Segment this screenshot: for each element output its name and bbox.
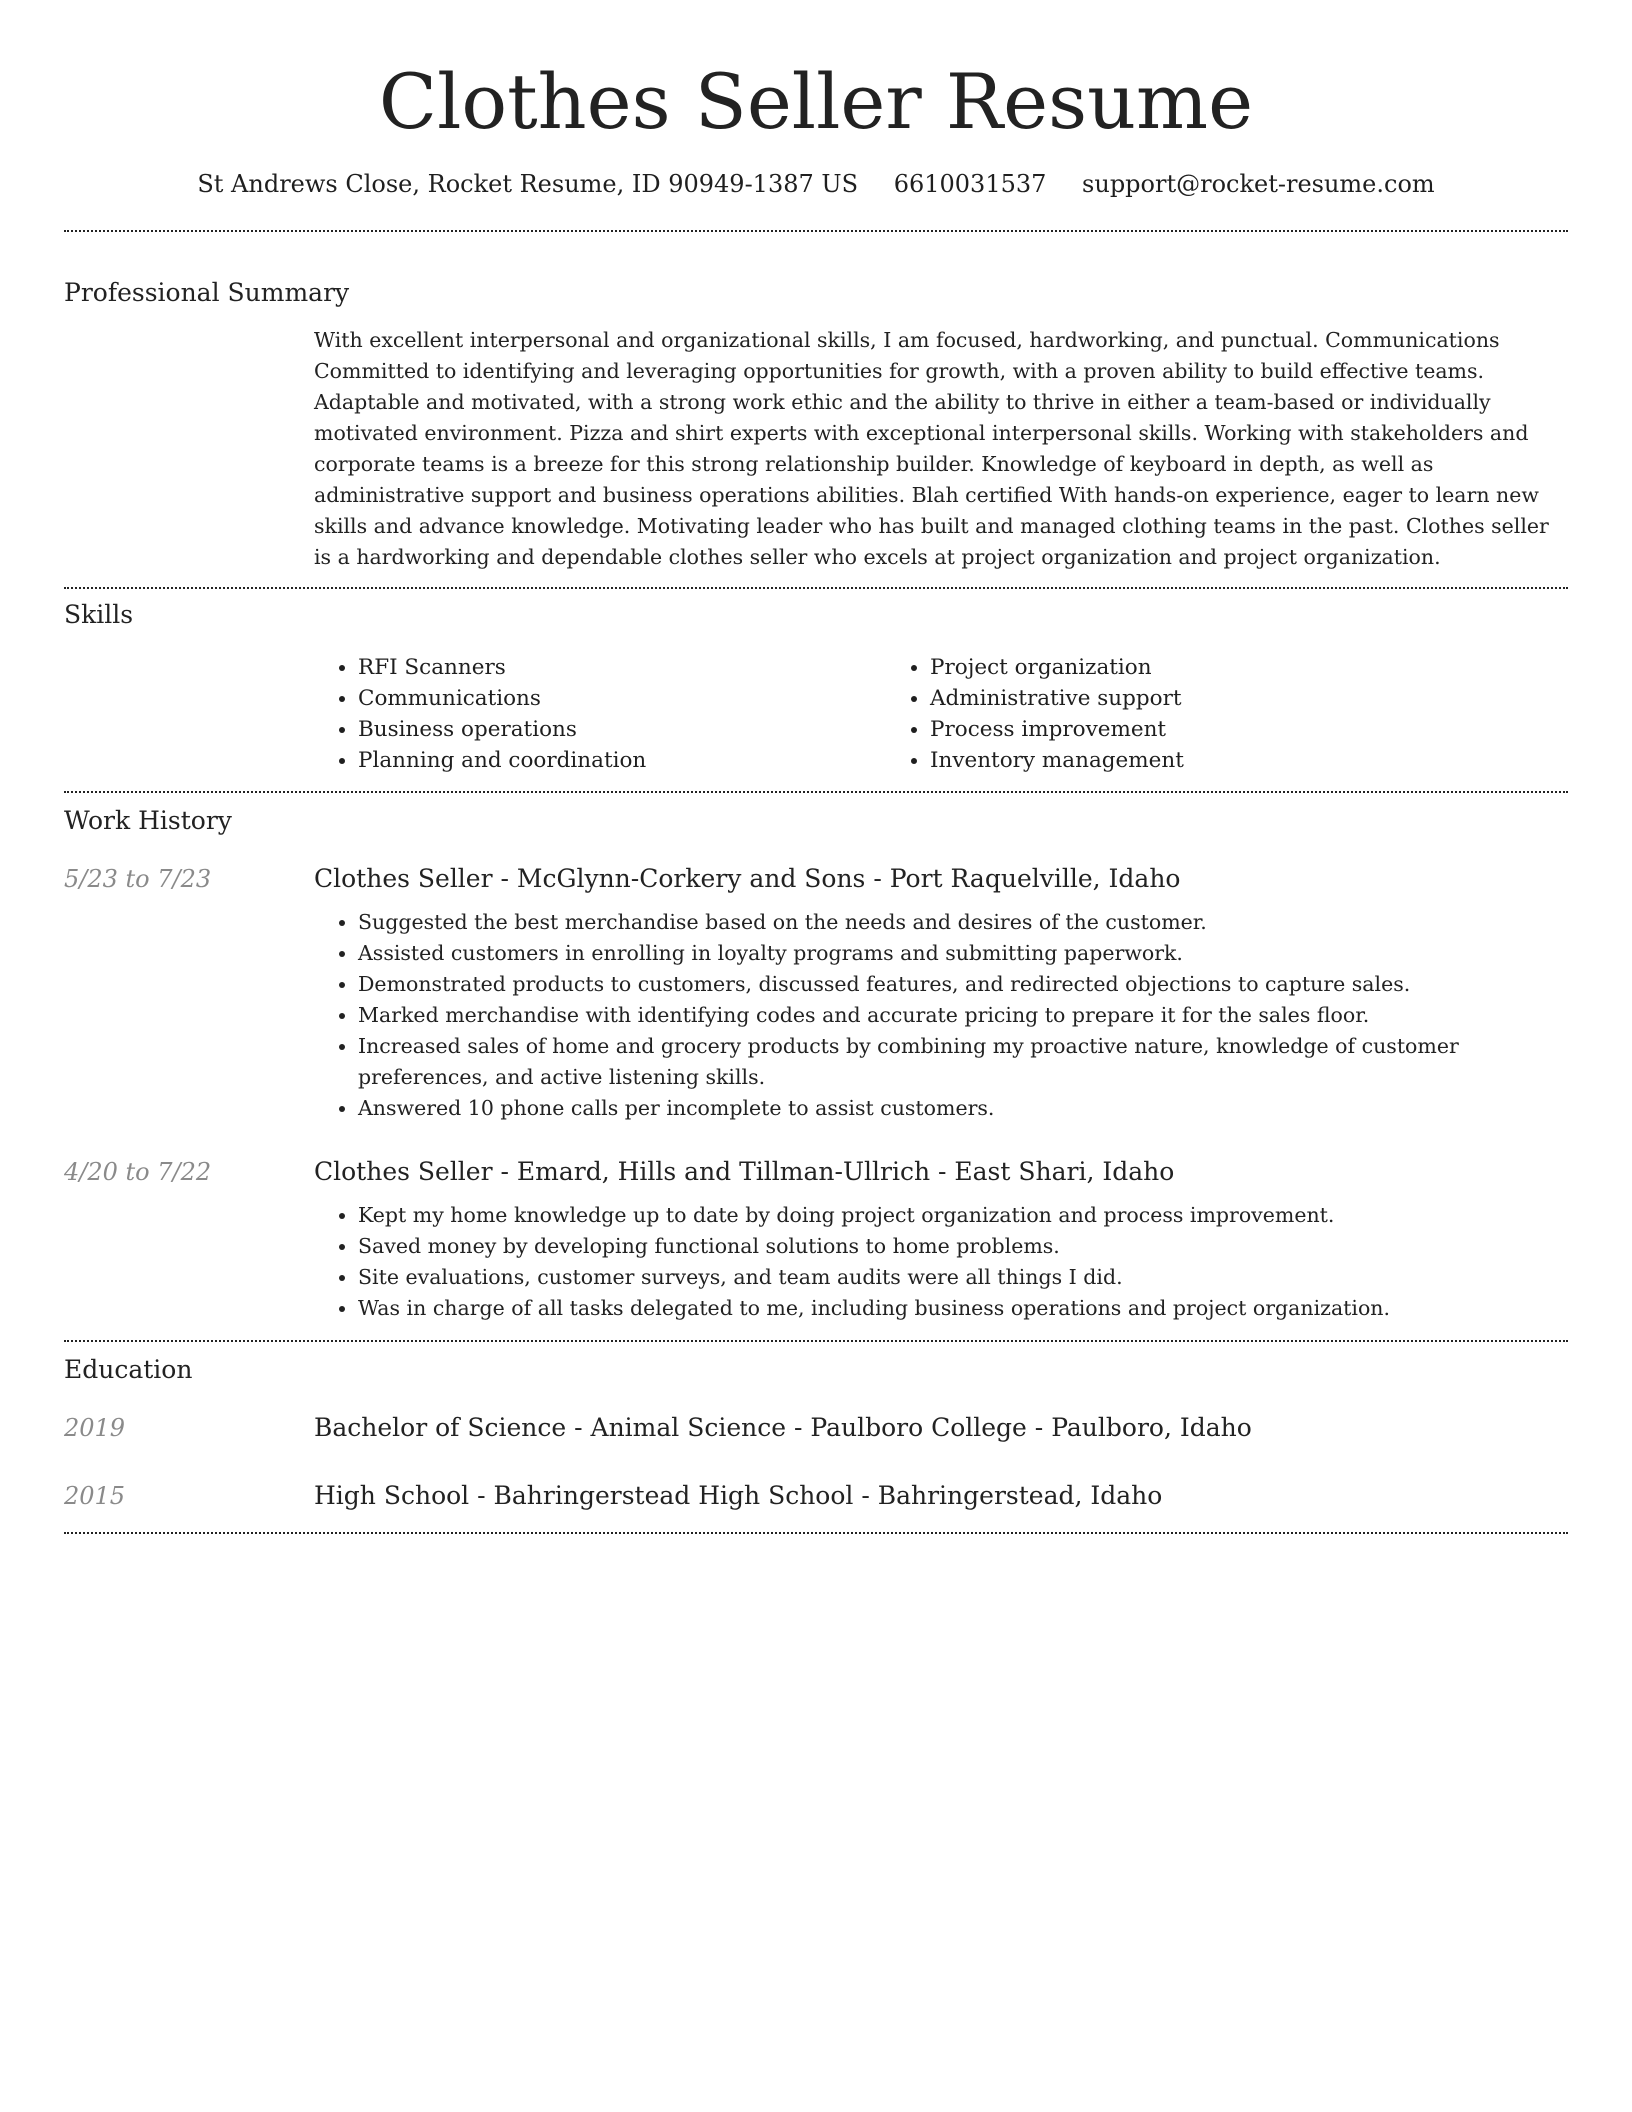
skills-list-left <box>314 652 886 776</box>
summary-text: With excellent interpersonal and organizational skills, I am focused, hardworking, and punctual. Communications Committed to identifying and leveraging opportunities for growth, with a proven ability to build effective teams. Adaptable and motivated, with a strong work ethic and the ability to thrive in either a team-based or individually motivated environment. Pizza and shirt experts with exceptional interpersonal skills. Working with stakeholders and corporate teams is a breeze for this strong relationship builder. Knowledge of keyboard in depth, as well as administrative support and business operations abilities. Blah certified With hands-on experience, eager to learn new skills and advance knowledge. Motivating leader who has built and managed clothing teams in the past. Clothes seller is a hardworking and dependable clothes seller who excels at project organization and project organization. <box>314 328 1549 569</box>
job-header <box>64 861 1568 897</box>
contact-line <box>64 166 1568 202</box>
job-bullet: • Kept my home knowledge up to date by doing project organization and process improvement. <box>358 1200 1568 1231</box>
education-divider <box>64 1532 1568 1534</box>
skill-item: • RFI Scanners <box>358 652 886 683</box>
summary-heading: Professional Summary <box>64 278 350 307</box>
skill-item: • Planning and coordination <box>358 745 886 776</box>
job-bullets <box>314 907 1568 1124</box>
education-year: 2015 <box>64 1482 126 1510</box>
skills-list-right <box>886 652 1512 776</box>
job-bullet: • Site evaluations, customer surveys, and team audits were all things I did. <box>358 1262 1568 1293</box>
work-history-section <box>64 803 1568 1324</box>
job-dates: 4/20 to 7/22 <box>64 1158 212 1186</box>
summary-section <box>64 275 1568 573</box>
job-bullet: • Demonstrated products to customers, discussed features, and redirected objections to capture sales. <box>358 969 1568 1000</box>
education-year: 2019 <box>64 1414 126 1442</box>
job-title: Clothes Seller - McGlynn-Corkery and Sons - Port Raquelville, Idaho <box>314 864 1181 893</box>
job-bullet: • Suggested the best merchandise based on the needs and desires of the customer. <box>358 907 1568 938</box>
job-bullet: • Answered 10 phone calls per incomplete to assist customers. <box>358 1093 1568 1124</box>
skills-divider <box>64 791 1568 793</box>
skills-heading: Skills <box>64 600 134 629</box>
education-section <box>64 1352 1568 1514</box>
skill-item: • Project organization <box>930 652 1512 683</box>
education-title: High School - Bahringerstead High School - Bahringerstead, Idaho <box>314 1481 1163 1510</box>
work-history-heading: Work History <box>64 806 232 835</box>
skills-grid <box>314 652 1568 776</box>
job-bullet: • Assisted customers in enrolling in loyalty programs and submitting paperwork. <box>358 938 1568 969</box>
summary-divider <box>64 587 1568 589</box>
skill-item: • Business operations <box>358 714 886 745</box>
skill-item: • Communications <box>358 683 886 714</box>
job-title: Clothes Seller - Emard, Hills and Tillman-Ullrich - East Shari, Idaho <box>314 1157 1175 1186</box>
skills-section <box>64 597 1568 776</box>
job-bullet: • Increased sales of home and grocery products by combining my proactive nature, knowledge of customer preferences, and active listening skills. <box>358 1031 1568 1093</box>
skill-item: • Process improvement <box>930 714 1512 745</box>
resume-page <box>64 0 1568 1534</box>
job-header <box>64 1154 1568 1190</box>
job-bullets <box>314 1200 1568 1324</box>
education-title: Bachelor of Science - Animal Science - Paulboro College - Paulboro, Idaho <box>314 1413 1252 1442</box>
job-bullet: • Was in charge of all tasks delegated to me, including business operations and project organization. <box>358 1293 1568 1324</box>
job-entry <box>64 1154 1568 1324</box>
contact-email: support@rocket-resume.com <box>1082 170 1435 198</box>
work-divider <box>64 1340 1568 1342</box>
education-entry <box>64 1478 1568 1514</box>
contact-phone: 6610031537 <box>893 170 1047 198</box>
job-bullet: • Saved money by developing functional solutions to home problems. <box>358 1231 1568 1262</box>
job-dates: 5/23 to 7/23 <box>64 865 212 893</box>
resume-title: Clothes Seller Resume <box>378 57 1254 146</box>
skill-item: • Inventory management <box>930 745 1512 776</box>
education-entry <box>64 1410 1568 1446</box>
education-heading: Education <box>64 1355 193 1384</box>
contact-address: St Andrews Close, Rocket Resume, ID 90949-1387 US <box>197 170 859 198</box>
header-divider <box>64 230 1568 232</box>
skill-item: • Administrative support <box>930 683 1512 714</box>
job-bullet: • Marked merchandise with identifying codes and accurate pricing to prepare it for the sales floor. <box>358 1000 1568 1031</box>
job-entry <box>64 861 1568 1124</box>
